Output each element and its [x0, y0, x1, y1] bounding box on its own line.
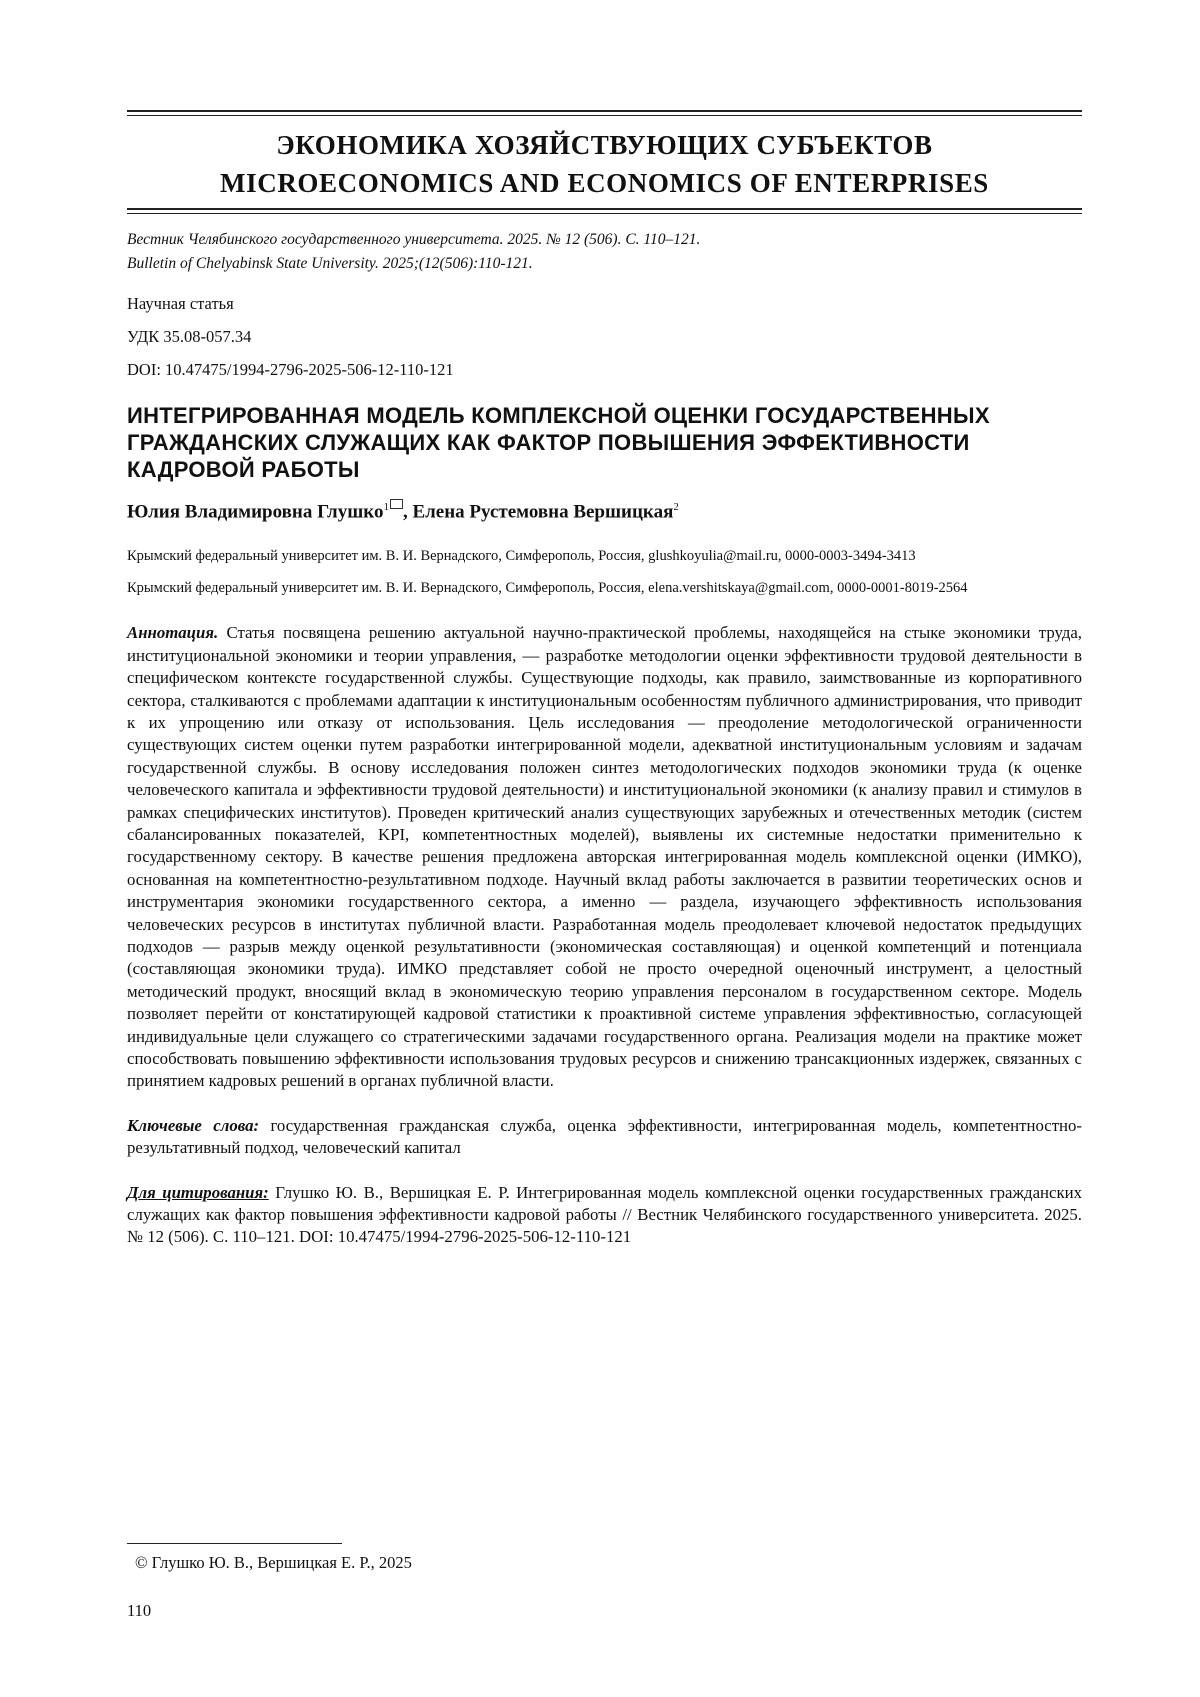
- journal-ref-ru: Вестник Челябинского государственного университета. 2025. № 12 (506). С. 110–121.: [127, 231, 701, 248]
- author-1: Юлия Владимировна Глушко: [127, 501, 384, 523]
- authors: [127, 495, 1082, 524]
- section-title-ru: ЭКОНОМИКА ХОЗЯЙСТВУЮЩИХ СУБЪЕКТОВ: [276, 130, 933, 160]
- footnote-rule: [127, 1543, 342, 1544]
- affiliation-2: Крымский федеральный университет им. В. И. Вернадского, Симферополь, Россия, elena.vershitskaya@gmail.com, 0000-0001-8019-2564: [127, 580, 968, 597]
- page-number: 110: [127, 1601, 152, 1620]
- author-2-affil-mark: 2: [673, 501, 679, 513]
- abstract-label: Аннотация.: [127, 623, 219, 643]
- abstract: [127, 622, 1082, 1093]
- abstract-text: Статья посвящена решению актуальной научно-практической проблемы, находящейся на стыке экономики труда, институциональной экономики и теории управления, — разработке методологии оценки эффективности трудовой деятельности в специфическом контексте государственной службы. Существующие подходы, как правило, заимствованные из корпоративного сектора, сталкиваются с проблемами адаптации к институциональным особенностям публичного администрирования, что приводит к их упрощению или отказу от использования. Цель исследования — преодоление методологической ограниченности существующих систем оценки путем разработки интегрированной модели, адекватной институциональным условиям и задачам государственной службы. В основу исследования положен синтез методологических подходов экономики труда (к оценке человеческого капитала и эффективности трудовой деятельности) и институциональной экономики (к анализу правил и стимулов в рамках специфических институтов). Проведен критический анализ существующих зарубежных и отечественных методик (систем сбалансированных показателей, KPI, компетентностных моделей), выявлены их системные недостатки применительно к государственному сектору. В качестве решения предложена авторская интегрированная модель комплексной оценки (ИМКО), основанная на компетентностно-результативном подходе. Научный вклад работы заключается в развитии теоретических основ и инструментария экономики государственного сектора, а именно — раздела, изучающего эффективность использования человеческих ресурсов в институтах публичной власти. Разработанная модель преодолевает ключевой недостаток предыдущих подходов — разрыв между оценкой результативности (экономическая составляющая) и оценкой компетенций и потенциала (составляющая экономики труда). ИМКО представляет собой не просто очередной оценочный инструмент, а целостный методический продукт, вносящий вклад в экономическую теорию управления персоналом в государственном секторе. Модель позволяет перейти от констатирующей кадровой статистики к проактивной системе управления эффективностью, согласующей индивидуальные цели служащего со стратегическими задачами государственного органа. Реализация модели на практике может способствовать повышению эффективности использования трудовых ресурсов и снижению трансакционных издержек, связанных с принятием кадровых решений в органах публичной власти.: [127, 623, 1082, 1091]
- udc-code: УДК 35.08-057.34: [127, 327, 252, 346]
- author-separator: ,: [402, 501, 413, 523]
- citation: [127, 1182, 1082, 1249]
- copyright-footnote: © Глушко Ю. В., Вершицкая Е. Р., 2025: [135, 1553, 412, 1572]
- keywords: [127, 1115, 1082, 1160]
- doi: DOI: 10.47475/1994-2796-2025-506-12-110-121: [127, 360, 454, 379]
- envelope-icon: [390, 499, 403, 509]
- citation-label: Для цитирования:: [127, 1182, 269, 1202]
- affiliation-1: Крымский федеральный университет им. В. И. Вернадского, Симферополь, Россия, glushkoyulia@mail.ru, 0000-0003-3494-3413: [127, 548, 916, 565]
- keywords-text: государственная гражданская служба, оценка эффективности, интегрированная модель, компетентностно-результативный подход, человеческий капитал: [127, 1115, 1082, 1158]
- author-1-affil-mark: 1: [383, 501, 389, 513]
- article-page: [127, 110, 1082, 1249]
- journal-ref-en: Bulletin of Chelyabinsk State University. 2025;(12(506):110-121.: [127, 255, 533, 272]
- section-title: [127, 126, 1082, 202]
- citation-text: Глушко Ю. В., Вершицкая Е. Р. Интегрированная модель комплексной оценки государственных гражданских служащих как фактор повышения эффективности кадровой работы // Вестник Челябинского государственного университета. 2025. № 12 (506). С. 110–121. DOI: 10.47475/1994-2796-2025-506-12-110-121: [127, 1182, 1082, 1247]
- keywords-label: Ключевые слова:: [127, 1115, 260, 1135]
- header-top-rule: [127, 110, 1082, 116]
- article-type: Научная статья: [127, 294, 234, 313]
- author-2: Елена Рустемовна Вершицкая: [412, 501, 674, 523]
- article-title: ИНТЕГРИРОВАННАЯ МОДЕЛЬ КОМПЛЕКСНОЙ ОЦЕНКИ ГОСУДАРСТВЕННЫХ ГРАЖДАНСКИХ СЛУЖАЩИХ КАК ФАКТОР ПОВЫШЕНИЯ ЭФФЕКТИВНОСТИ КАДРОВОЙ РАБОТЫ: [127, 403, 990, 482]
- journal-reference: [127, 228, 1082, 276]
- section-title-en: MICROECONOMICS AND ECONOMICS OF ENTERPRISES: [220, 168, 989, 198]
- header-bottom-rule: [127, 208, 1082, 214]
